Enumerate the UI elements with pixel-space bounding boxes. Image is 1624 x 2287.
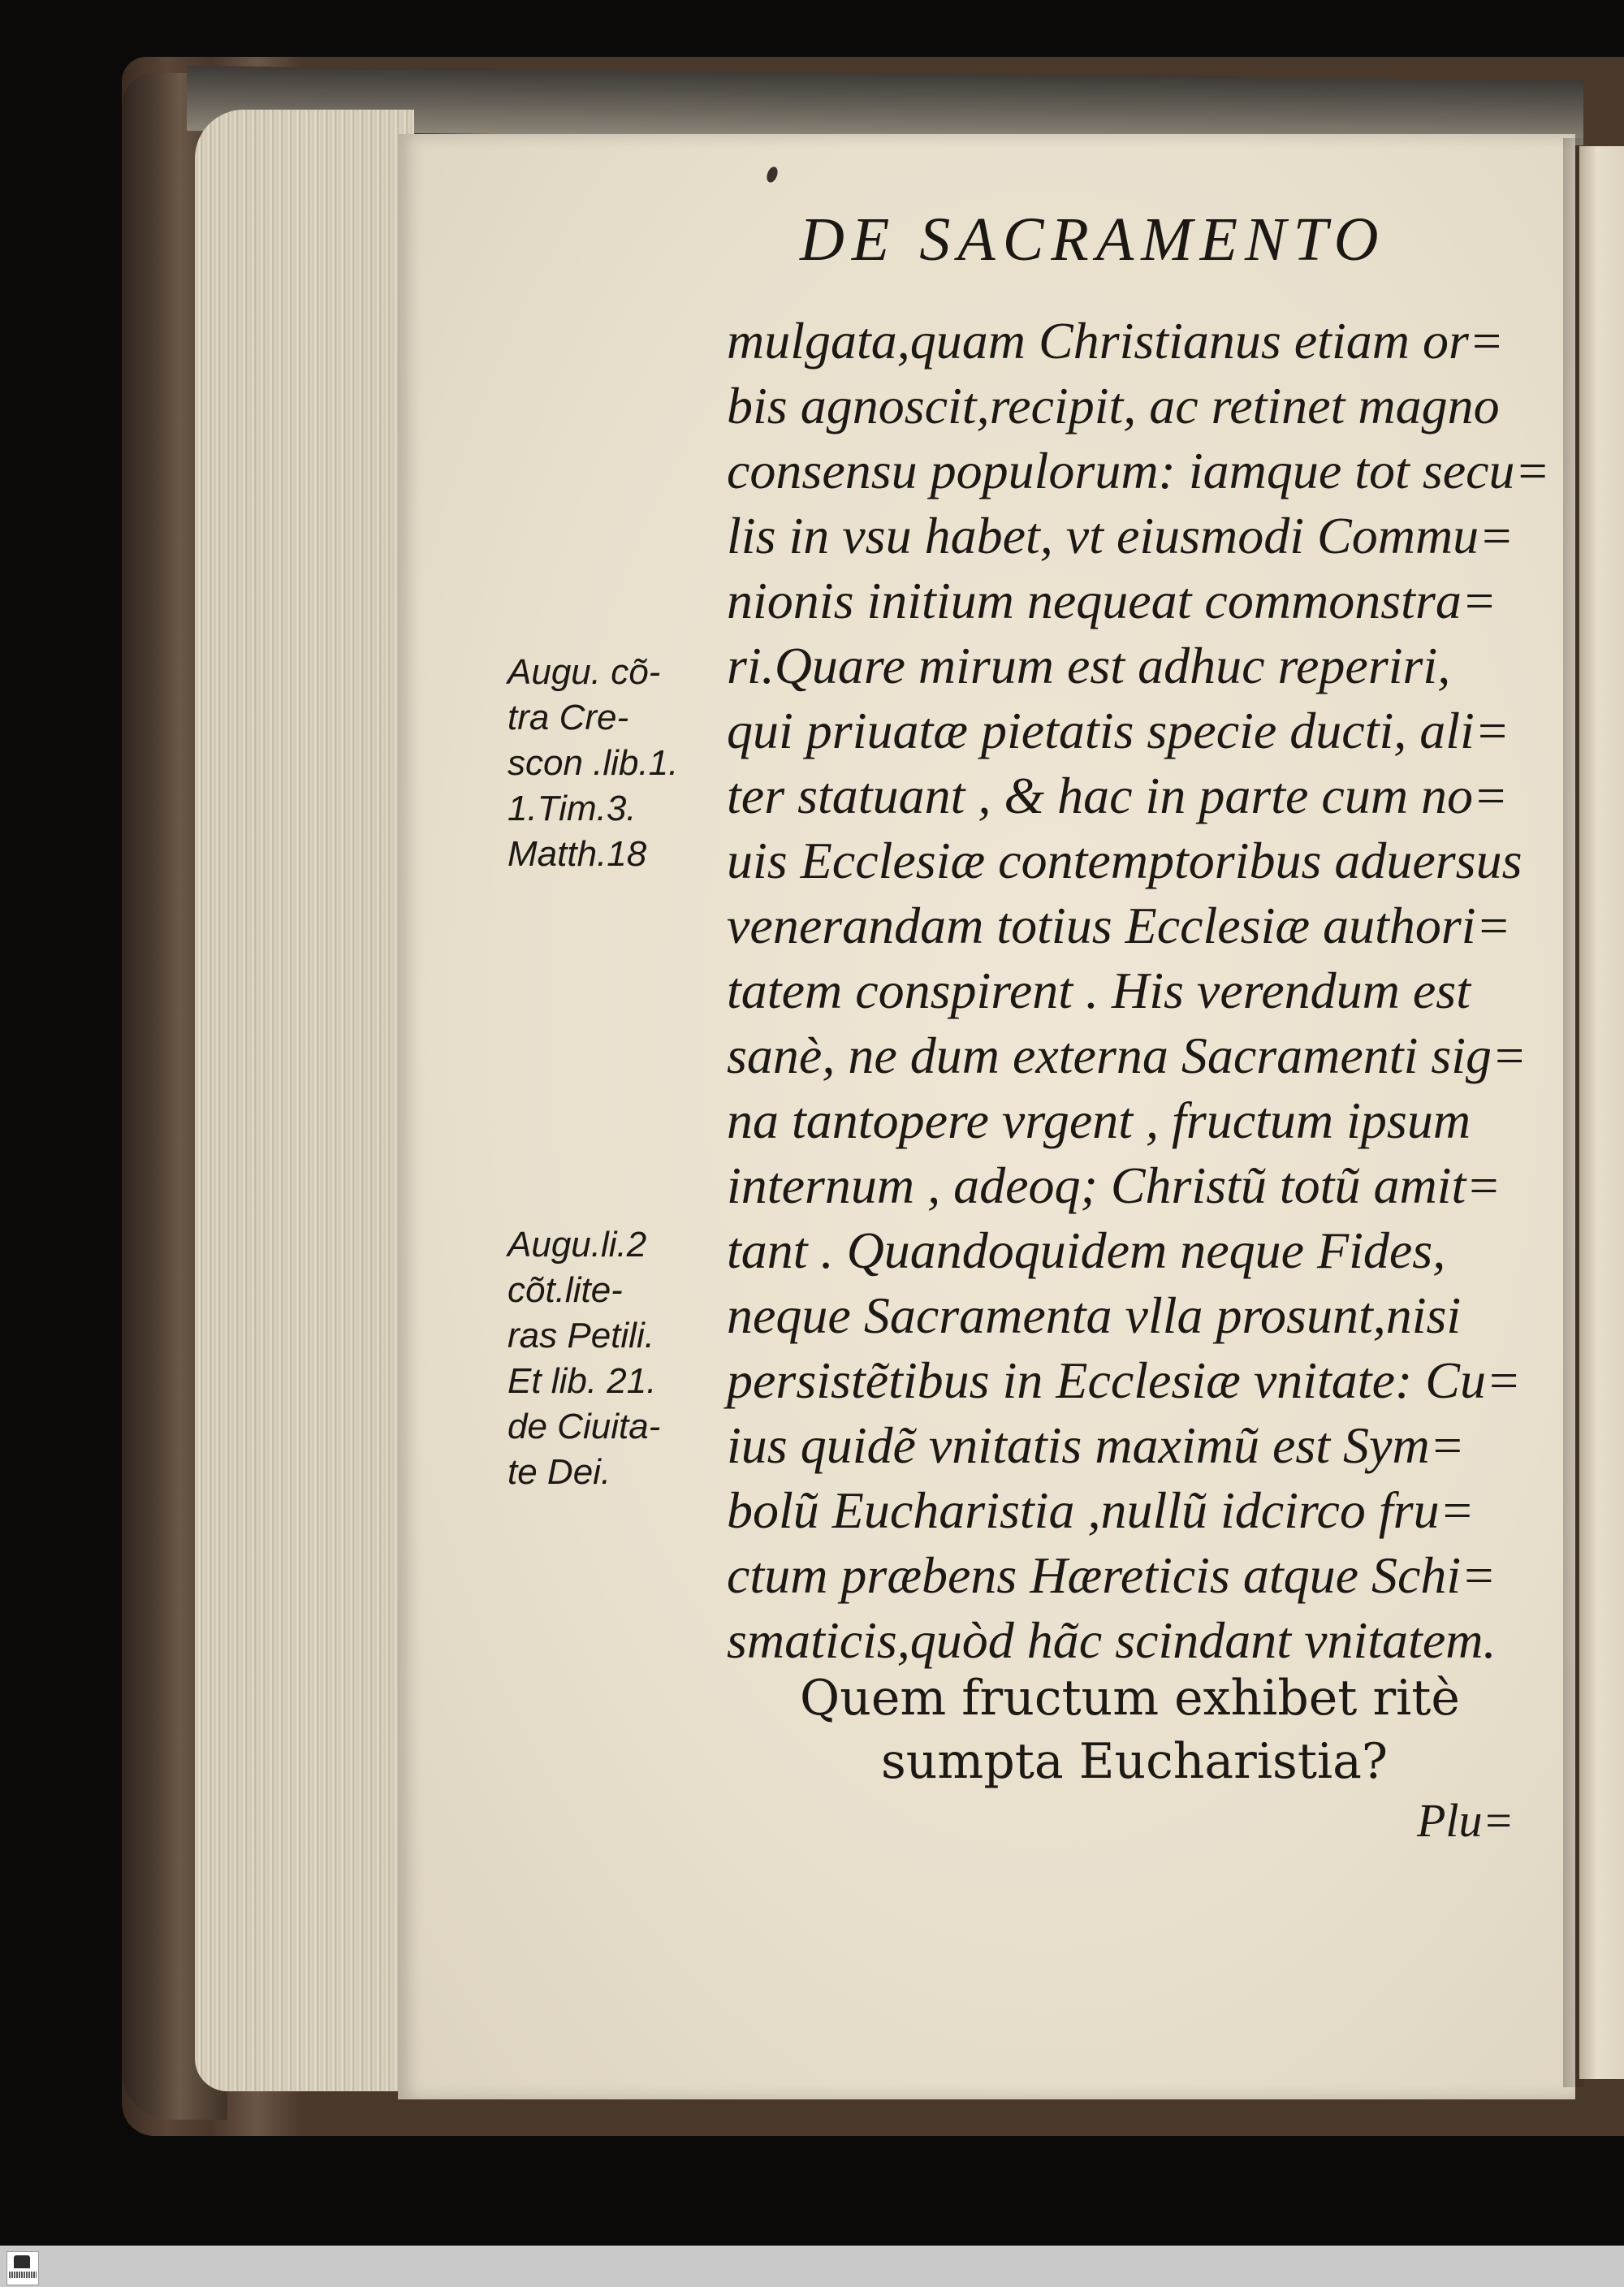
margin-note: tra Cre-	[508, 698, 629, 737]
body-line: ri.Quare mirum est adhuc reperiri,	[727, 637, 1451, 694]
running-header: DE SACRAMENTO	[800, 205, 1386, 274]
catchword: Plu=	[1417, 1794, 1514, 1847]
building-icon	[14, 2255, 30, 2268]
margin-note: scon .lib.1.	[508, 743, 679, 783]
body-line: smaticis,quòd hãc scindant vnitatem.	[727, 1611, 1497, 1669]
body-line: mulgata,quam Christianus etiam or=	[727, 312, 1505, 370]
body-line: bis agnoscit,recipit, ac retinet magno	[727, 377, 1500, 434]
body-line: qui priuatæ pietatis specie ducti, ali=	[727, 702, 1510, 759]
body-line: nionis initium nequeat commonstra=	[727, 572, 1497, 629]
library-logo-icon	[6, 2251, 39, 2285]
margin-note: Augu.li.2	[508, 1225, 647, 1265]
body-line: ius quidẽ vnitatis maximũ est Sym=	[727, 1416, 1465, 1474]
body-line: tatem conspirent . His verendum est	[727, 962, 1471, 1019]
margin-notes-top	[508, 650, 727, 877]
logo-lettering	[9, 2272, 37, 2278]
margin-note: cõt.lite-	[508, 1270, 623, 1310]
facing-page	[1579, 146, 1624, 2079]
question-line: sumpta Eucharistia?	[881, 1733, 1389, 1790]
body-line: bolũ Eucharistia ,nullũ idcirco fru=	[727, 1481, 1475, 1539]
margin-note: Matth.18	[508, 834, 647, 874]
margin-note: Augu. cõ-	[508, 652, 661, 692]
body-line: internum , adeoq; Christũ totũ amit=	[727, 1156, 1501, 1214]
margin-notes-bottom	[508, 1222, 727, 1495]
body-line: na tantopere vrgent , fructum ipsum	[727, 1092, 1471, 1149]
body-line: ter statuant , & hac in parte cum no=	[727, 767, 1509, 824]
viewer-footer-bar	[0, 2246, 1624, 2287]
body-line: venerandam totius Ecclesiæ authori=	[727, 897, 1511, 954]
body-line: sanè, ne dum externa Sacramenti sig=	[727, 1027, 1527, 1084]
body-line: ctum præbens Hæreticis atque Schi=	[727, 1546, 1497, 1604]
body-line: uis Ecclesiæ contemptoribus aduersus	[727, 832, 1522, 889]
question-line: Quem fructum exhibet ritè	[800, 1670, 1460, 1727]
margin-note: Et lib. 21.	[508, 1361, 657, 1401]
body-line: persistẽtibus in Ecclesiæ vnitate: Cu=	[727, 1351, 1522, 1409]
body-line: consensu populorum: iamque tot secu=	[727, 442, 1550, 499]
question-heading	[800, 1667, 1506, 1793]
margin-note: te Dei.	[508, 1452, 611, 1492]
margin-note: 1.Tim.3.	[508, 789, 637, 828]
body-line: neque Sacramenta vlla prosunt,nisi	[727, 1286, 1462, 1344]
margin-note: ras Petili.	[508, 1316, 654, 1355]
margin-note: de Ciuita-	[508, 1407, 661, 1446]
page-edges	[195, 110, 414, 2091]
body-line: lis in vsu habet, vt eiusmodi Commu=	[727, 507, 1514, 564]
body-line: tant . Quandoquidem neque Fides,	[727, 1221, 1446, 1279]
body-text	[727, 309, 1550, 1673]
